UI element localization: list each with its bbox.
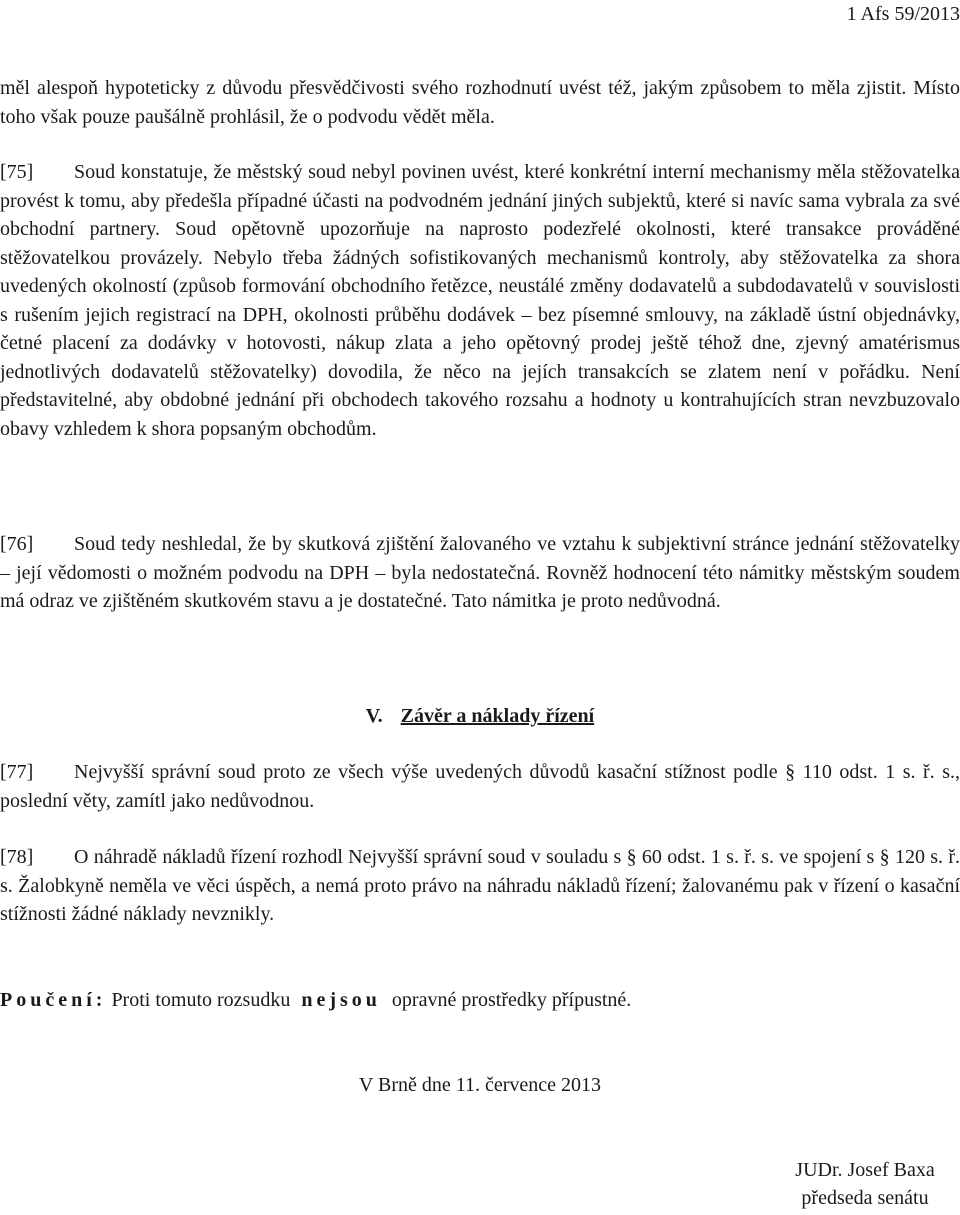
section-title: Závěr a náklady řízení [400, 705, 595, 727]
paragraph-78 [0, 843, 960, 929]
signatory-role: předseda senátu [801, 1187, 929, 1209]
instruction-text-after: opravné prostředky přípustné. [391, 989, 632, 1011]
section-heading [0, 702, 960, 730]
legal-instruction [0, 986, 631, 1014]
paragraph-number: [77] [0, 761, 34, 783]
intro-paragraph [0, 74, 960, 131]
paragraph-76 [0, 530, 960, 616]
case-reference: 1 Afs 59/2013 [846, 3, 960, 25]
instruction-label: Poučení: [0, 989, 107, 1011]
instruction-emphasis: nejsou [301, 989, 381, 1011]
section-number: V. [365, 705, 383, 727]
place-and-date: V Brně dne 11. července 2013 [358, 1074, 602, 1096]
signatory-name: JUDr. Josef Baxa [795, 1159, 935, 1181]
intro-text: měl alespoň hypoteticky z důvodu přesvědčivosti svého rozhodnutí uvést též, jakým způsobem to měla zjistit. Místo toho však pouze paušálně prohlásil, že o podvodu vědět měla. [0, 77, 960, 128]
paragraph-text: O náhradě nákladů řízení rozhodl Nejvyšší správní soud v souladu s § 60 odst. 1 s. ř. s. ve spojení s § 120 s. ř. s. Žalobkyně neměla ve věci úspěch, a nemá proto právo na náhradu nákladů řízení; žalovanému pak v řízení o kasační stížnosti žádné náklady nevznikly. [0, 846, 960, 925]
paragraph-text: Nejvyšší správní soud proto ze všech výše uvedených důvodů kasační stížnost podle § 110 odst. 1 s. ř. s., poslední věty, zamítl jako nedůvodnou. [0, 761, 960, 812]
paragraph-text: Soud tedy neshledal, že by skutková zjištění žalovaného ve vztahu k subjektivní stránce jednání stěžovatelky – její vědomosti o možném podvodu na DPH – byla nedostatečná. Rovněž hodnocení této námitky městským soudem má odraz ve zjištěném skutkovém stavu a je dostatečné. Tato námitka je proto nedůvodná. [0, 533, 960, 612]
paragraph-number: [75] [0, 161, 34, 183]
paragraph-75 [0, 158, 960, 443]
paragraph-number: [78] [0, 846, 34, 868]
instruction-text-before: Proti tomuto rozsudku [111, 989, 291, 1011]
paragraph-text: Soud konstatuje, že městský soud nebyl povinen uvést, které konkrétní interní mechanismy měla stěžovatelka provést k tomu, aby předešla případné účasti na podvodném jednání jiných subjektů, které si navíc sama vybrala za své obchodní partnery. Soud opětovně upozorňuje na naprosto podezřelé okolnosti, které transakce prováděné stěžovatelkou provázely. Nebylo třeba žádných sofistikovaných mechanismů kontroly, aby stěžovatelka za shora uvedených okolností (způsob formování obchodního řetězce, neustálé změny dodavatelů a subdodavatelů v souvislosti s rušením jejich registrací na DPH, okolnosti průběhu dodávek – bez písemné smlouvy, na základě ústní objednávky, četné placení za dodávky v hotovosti, nákup zlata a jeho opětovný prodej ještě téhož dne, zjevný amatérismus jednotlivých dodavatelů stěžovatelky) dovodila, že něco na jejích transakcích se zlatem není v pořádku. Není představitelné, aby obdobné jednání při obchodech takového rozsahu a hodnoty u kontrahujících stran nevzbuzovalo obavy vzhledem k shora popsaným obchodům. [0, 161, 960, 440]
paragraph-77 [0, 758, 960, 815]
signature-block [770, 1156, 960, 1212]
paragraph-number: [76] [0, 533, 34, 555]
